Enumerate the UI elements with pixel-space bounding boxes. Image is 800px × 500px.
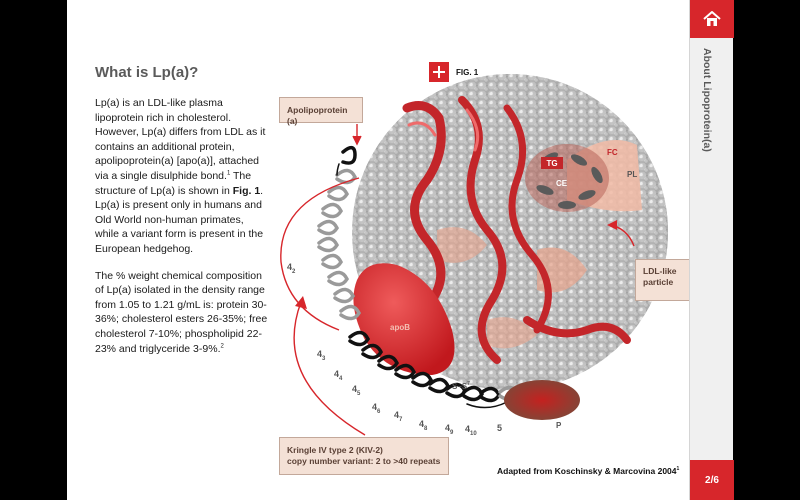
- kringle-label-5: 5: [497, 423, 503, 433]
- ce-label: CE: [556, 179, 568, 188]
- kringle-label-4-3: $4_3$: [317, 349, 326, 362]
- disulphide-bond-label: $S-S^7$: [452, 381, 470, 391]
- page-indicator: 2/6: [690, 460, 734, 500]
- home-icon: [702, 9, 722, 29]
- ldl-like-particle-callout: LDL-like particle: [635, 259, 691, 301]
- tg-label: TG: [546, 159, 558, 168]
- apob-label: apoB: [390, 323, 410, 332]
- section-title: About Lipoprotein(a): [701, 48, 713, 152]
- protease-domain: [504, 380, 580, 420]
- kringle-label-4-2: $4_2$: [287, 262, 296, 275]
- home-button[interactable]: [690, 0, 734, 38]
- kringle-label-4-8: $4_8$: [419, 419, 428, 432]
- kringle-label-4-4: $4_4$: [334, 369, 343, 382]
- kringle-label-4-5: $4_5$: [352, 384, 361, 397]
- kringle-label-4-7: $4_7$: [394, 410, 403, 423]
- figure-reference-link[interactable]: Fig. 1: [232, 184, 261, 197]
- paragraph-2: The % weight chemical composition of Lp(a) isolated in the density range from 1.05 to 1.21 g/mL is: protein 30-36%; cholesterol esters 26-35%; free cholesterol 7-10%; phospholipid 22-23% and triglyceride 3-9%.$^2$: [95, 269, 268, 355]
- sidebar: [689, 0, 733, 500]
- lpa-structure-diagram: [67, 0, 733, 500]
- figure-credit: Adapted from Koschinsky & Marcovina 2004$^1$: [497, 466, 680, 476]
- fc-label: FC: [607, 148, 618, 157]
- kringle-label-4-6: $4_6$: [372, 402, 381, 415]
- kiv2-callout: Kringle IV type 2 (KIV-2) copy number variant: 2 to >40 repeats: [279, 437, 449, 475]
- protease-label: P: [556, 421, 562, 430]
- apolipoprotein-a-callout: Apolipoprotein (a): [279, 97, 363, 123]
- paragraph-1: Lp(a) is an LDL-like plasma lipoprotein rich in cholesterol. However, Lp(a) differs from LDL as it contains an additional protein, apolipoprotein(a) [apo(a)], attached via a single disulphide bond.$^1$ The structure of Lp(a) is shown in Fig. 1. Lp(a) is present only in humans and Old World non-human primates, while a variant form is present in the European hedgehog.: [95, 97, 266, 255]
- kringle-label-4-9: $4_9$: [445, 423, 454, 436]
- pl-label: PL: [627, 170, 638, 179]
- slide-page: [67, 0, 733, 500]
- figure-number: FIG. 1: [456, 67, 479, 77]
- kringle-label-4-10: $4_{10}$: [465, 424, 477, 437]
- page-title: What is Lp(a)?: [95, 64, 199, 81]
